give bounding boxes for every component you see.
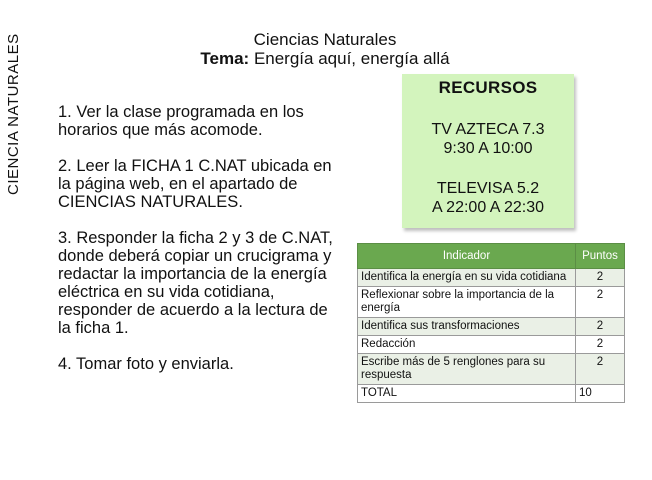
resource-time-1: 9:30 A 10:00 bbox=[443, 140, 533, 157]
indicator-cell: Redacción bbox=[358, 336, 576, 354]
resource-channel-1: TV AZTECA 7.3 bbox=[431, 121, 545, 138]
step-3: 3. Responder la ficha 2 y 3 de C.NAT, donde deberá copiar un crucigrama y redactar la importancia de la energía eléctrica en su vida cotidiana, responder de acuerdo a la lectura de la ficha 1. bbox=[58, 229, 333, 337]
indicator-cell: Escribe más de 5 renglones para su respuesta bbox=[358, 354, 576, 385]
total-points: 10 bbox=[576, 385, 625, 403]
step-2: 2. Leer la FICHA 1 C.NAT ubicada en la página web, en el apartado de CIENCIAS NATURALES. bbox=[58, 157, 332, 211]
instruction-list bbox=[58, 103, 338, 391]
table-row bbox=[358, 336, 625, 354]
topic-line bbox=[150, 49, 500, 68]
table-row bbox=[358, 269, 625, 287]
page-header bbox=[150, 30, 500, 68]
points-cell: 2 bbox=[576, 318, 625, 336]
resources-note bbox=[402, 74, 574, 228]
step-4: 4. Tomar foto y enviarla. bbox=[58, 355, 234, 373]
total-row bbox=[358, 385, 625, 403]
table-row bbox=[358, 318, 625, 336]
points-cell: 2 bbox=[576, 269, 625, 287]
total-label: TOTAL bbox=[358, 385, 576, 403]
resource-channel-2: TELEVISA 5.2 bbox=[436, 180, 540, 197]
indicator-cell: Identifica sus transformaciones bbox=[358, 318, 576, 336]
topic-label: Tema: bbox=[200, 49, 250, 68]
indicator-cell: Identifica la energía en su vida cotidiana bbox=[358, 269, 576, 287]
side-subject-label: CIENCIA NATURALES bbox=[5, 33, 22, 195]
points-cell: 2 bbox=[576, 336, 625, 354]
points-cell: 2 bbox=[576, 287, 625, 318]
resource-time-2: A 22:00 A 22:30 bbox=[431, 199, 545, 216]
topic-text: Energía aquí, energía allá bbox=[253, 49, 450, 68]
resources-title: RECURSOS bbox=[438, 78, 538, 97]
table-row bbox=[358, 287, 625, 318]
rubric-header-row bbox=[358, 244, 625, 269]
header-indicator: Indicador bbox=[358, 244, 576, 269]
table-row bbox=[358, 354, 625, 385]
indicator-cell: Reflexionar sobre la importancia de la energía bbox=[358, 287, 576, 318]
points-cell: 2 bbox=[576, 354, 625, 385]
header-points: Puntos bbox=[576, 244, 625, 269]
subject-title: Ciencias Naturales bbox=[253, 30, 397, 49]
rubric-table bbox=[357, 243, 625, 403]
step-1: 1. Ver la clase programada en los horarios que más acomode. bbox=[58, 103, 304, 139]
